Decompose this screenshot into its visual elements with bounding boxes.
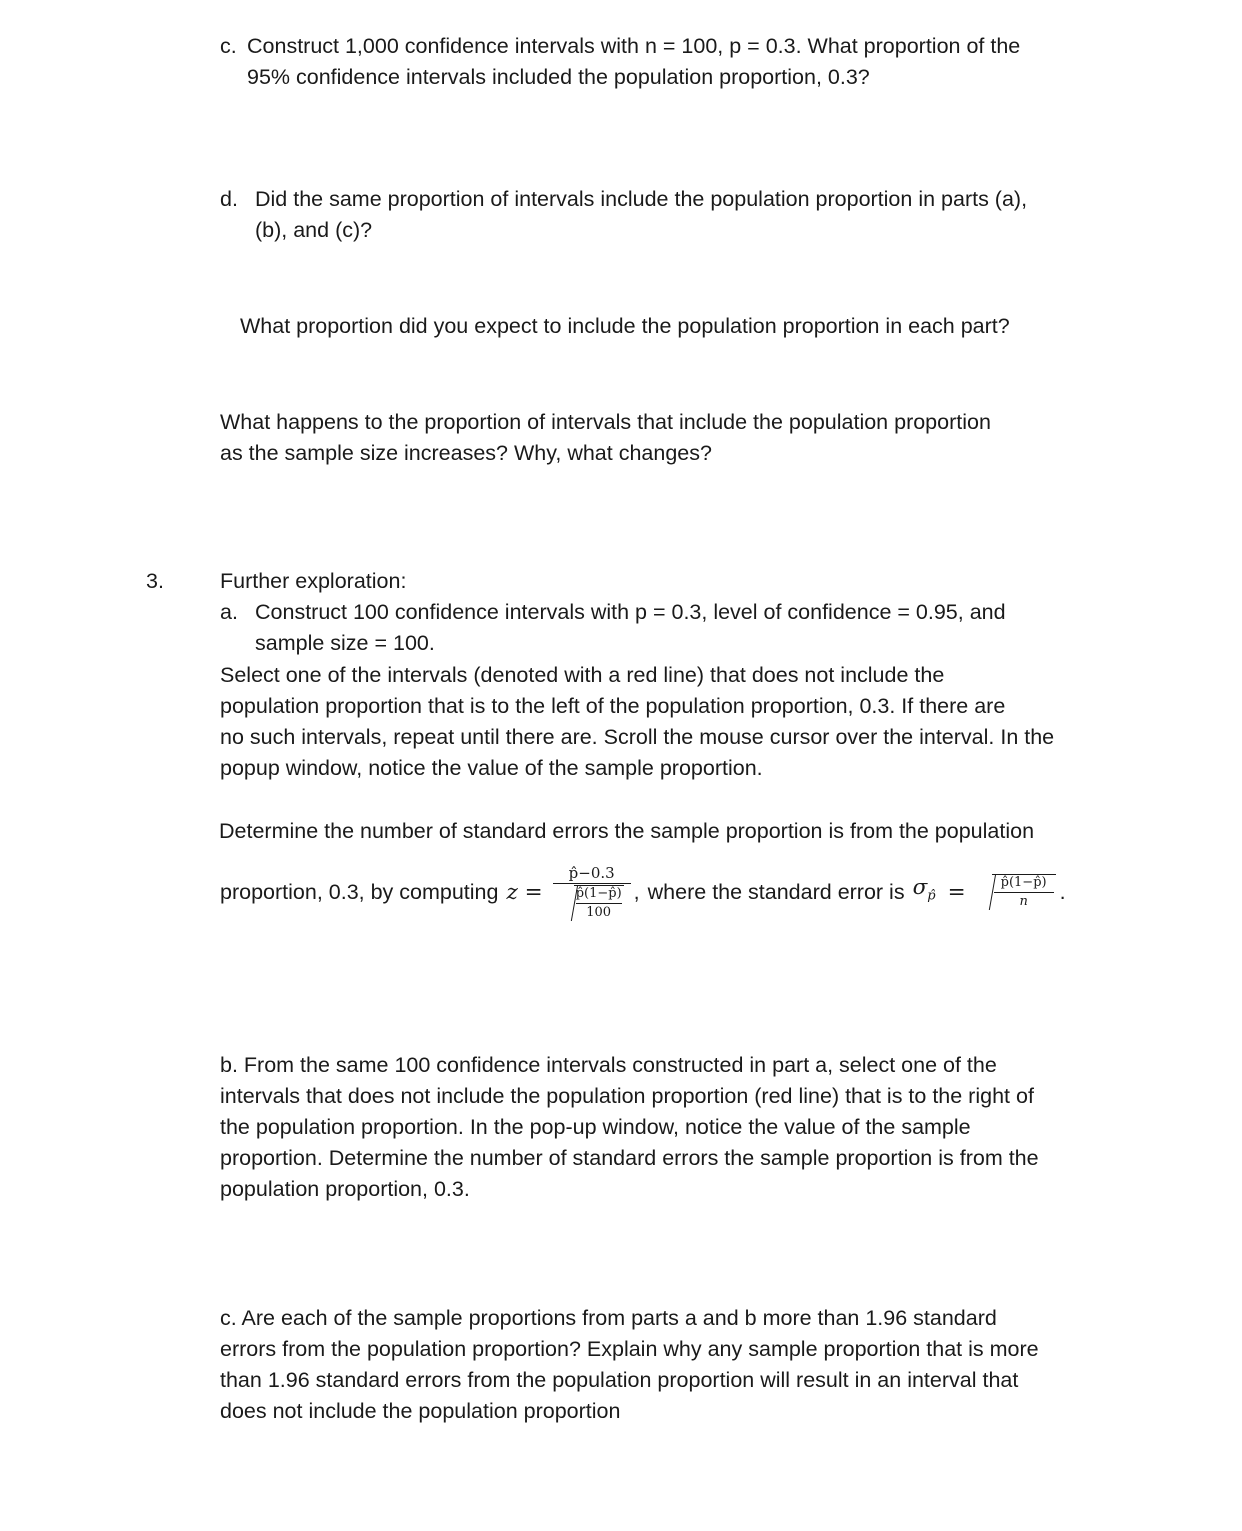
- z-den-fraction: [576, 886, 622, 921]
- period: .: [1059, 879, 1066, 904]
- q3c-line: does not include the population proportion: [220, 1399, 621, 1423]
- q3b-line: the population proportion. In the pop-up window, notice the value of the sample: [220, 1115, 971, 1139]
- fraction-bar: [553, 883, 631, 884]
- sigma-letter: σ: [912, 875, 928, 901]
- se-denominator: n: [1019, 894, 1028, 909]
- sqrt-symbol: [560, 885, 624, 921]
- z-numerator: p̂−0.3: [568, 863, 615, 882]
- equals-sign: =: [947, 879, 966, 905]
- z-den-numerator: p̂(1−p̂): [575, 885, 622, 901]
- where-text: where the standard error is: [647, 879, 905, 904]
- z-symbol: z =: [506, 879, 543, 905]
- q3c-line: than 1.96 standard errors from the population proportion will result in an interval that: [220, 1368, 1019, 1392]
- q3-number: 3.: [146, 569, 164, 593]
- sqrt-radicand: [992, 874, 1056, 910]
- q3c-line: c. Are each of the sample proportions from parts a and b more than 1.96 standard: [220, 1306, 997, 1330]
- sigma-subscript: p̂: [927, 888, 936, 904]
- z-den-denominator: 100: [586, 904, 612, 920]
- z-score-formula-line: [220, 850, 1066, 934]
- q3b-line: population proportion, 0.3.: [220, 1177, 470, 1201]
- q3b-text: [220, 1050, 1039, 1205]
- q2d-item: [220, 184, 238, 215]
- fraction-bar: [994, 892, 1054, 893]
- q3a-select-line: Select one of the intervals (denoted with a red line) that does not include the: [220, 663, 945, 687]
- q2-sample-line2: as the sample size increases? Why, what changes?: [220, 441, 712, 465]
- q3a-select-line: population proportion that is to the left of the population proportion, 0.3. If there are: [220, 694, 1006, 718]
- q3b-line: intervals that does not include the population proportion (red line) that is to the right of: [220, 1084, 1034, 1108]
- q2d-line2: (b), and (c)?: [255, 218, 373, 242]
- q3a-determine-line1: Determine the number of standard errors the sample proportion is from the population: [219, 819, 1035, 843]
- z-fraction: [553, 864, 631, 921]
- q2c-item: [220, 31, 237, 62]
- q2-sample-line1: What happens to the proportion of intervals that include the population proportion: [220, 410, 991, 434]
- q3a-label: a.: [220, 600, 238, 624]
- q3a-select-instructions: [220, 660, 1054, 784]
- q3c-text: [220, 1303, 1039, 1427]
- q2c-line1: Construct 1,000 confidence intervals with n = 100, p = 0.3. What proportion of the: [247, 34, 1021, 58]
- q2c-label: c.: [220, 34, 237, 58]
- formula-prefix: proportion, 0.3, by computing: [220, 879, 499, 904]
- q3a-select-line: popup window, notice the value of the sample proportion.: [220, 756, 763, 780]
- q2c-line2: 95% confidence intervals included the population proportion, 0.3?: [247, 65, 870, 89]
- q2d-label: d.: [220, 187, 238, 211]
- fraction-bar: [576, 903, 622, 904]
- se-numerator: p̂(1−p̂): [1000, 875, 1047, 890]
- q3-heading: Further exploration:: [220, 569, 407, 593]
- se-fraction: [994, 875, 1054, 910]
- q3b-line: b. From the same 100 confidence intervals constructed in part a, select one of the: [220, 1053, 997, 1077]
- q3c-line: errors from the population proportion? Explain why any sample proportion that is more: [220, 1337, 1039, 1361]
- q3a-line1: Construct 100 confidence intervals with p = 0.3, level of confidence = 0.95, and: [255, 600, 1006, 624]
- q3a-select-line: no such intervals, repeat until there are. Scroll the mouse cursor over the interval. In the: [220, 725, 1055, 749]
- sqrt-radicand: [574, 885, 624, 921]
- q3a-line2: sample size = 100.: [255, 631, 435, 655]
- q2-sample-size-question: [220, 407, 991, 469]
- sigma-symbol: [913, 872, 936, 911]
- q2-expect-question: What proportion did you expect to include the population proportion in each part?: [240, 314, 1010, 338]
- sqrt-symbol: [978, 874, 1056, 910]
- q3a-text: [255, 597, 1006, 659]
- q2d-text: [255, 184, 1027, 246]
- q3b-line: proportion. Determine the number of standard errors the sample proportion is from the: [220, 1146, 1039, 1170]
- comma: ,: [633, 879, 640, 904]
- q2c-text: [247, 31, 1020, 93]
- q2d-line1: Did the same proportion of intervals include the population proportion in parts (a),: [255, 187, 1028, 211]
